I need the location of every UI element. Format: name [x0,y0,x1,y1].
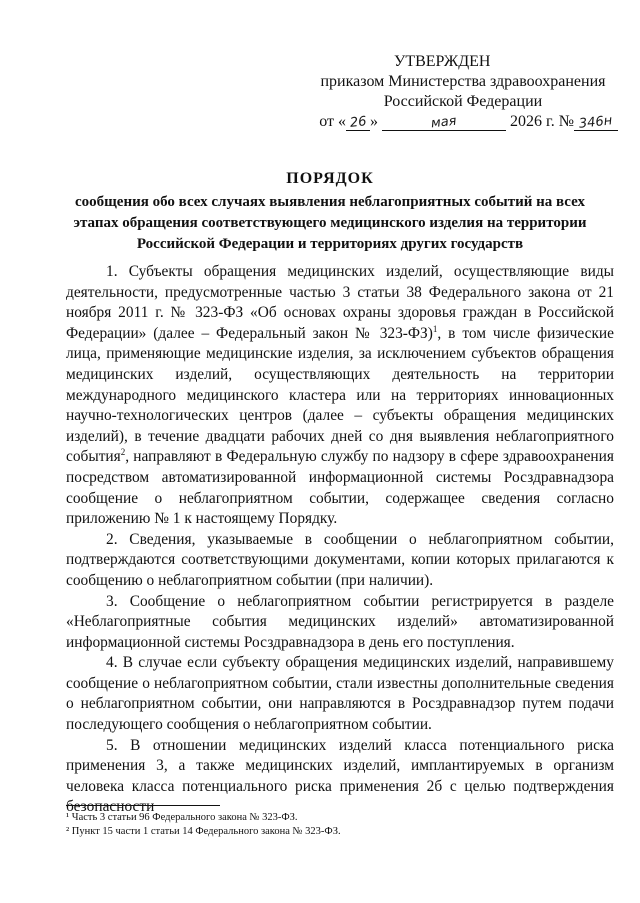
date-month-field [382,115,506,131]
approval-line-1: приказом Министерства здравоохранения [320,73,606,90]
paragraph-3: 3. Сообщение о неблагоприятном событии регистрируется в разделе «Неблагоприятные события медицинских изделий» автоматизированной информационной системы Росздравнадзора в день его поступления. [66,592,614,651]
paragraph-2: 2. Сведения, указываемые в сообщении о неблагоприятном событии, подтверждаются соответствующими документами, копии которых прилагаются к сообщению о неблагоприятном событии (при наличии). [66,530,614,589]
order-number-field [574,115,618,131]
order-number: 346н [578,113,614,132]
approval-block [308,52,618,132]
approval-heading: УТВЕРЖДЕН [394,53,491,70]
footnote-ref-1: 1 [432,323,438,334]
footnote-divider [66,805,220,806]
date-day-field [346,115,370,131]
approval-line-2: Российской Федерации [383,93,543,110]
approval-date-line [308,112,618,132]
date-mid: » [369,113,378,130]
paragraph-1-part-c: , направляют в Федеральную службу по надзору в сфере здравоохранения посредством автоматизированной информационной системы Росздравнадзора сообщение о неблагоприятном событии, содержащее сведения согласно приложению № 1 к настоящему Порядку. [66,448,614,528]
footnotes [66,811,614,839]
paragraph-5: 5. В отношении медицинских изделий класса потенциального риска применения 3, а также медицинских изделий, имплантируемых в организм человека класса потенциального риска применения 2б с целью подтверждения безопасности [66,736,614,816]
date-day: 26 [348,114,367,131]
footnote-2: ² Пункт 15 части 1 статьи 14 Федерального закона № 323-ФЗ. [66,826,341,837]
document-title: ПОРЯДОК [286,170,374,187]
footnote-ref-2: 2 [120,447,126,458]
document-body [66,262,614,818]
date-year: 2026 г. № [509,113,574,130]
document-subtitle: сообщения обо всех случаях выявления неблагоприятных событий на всех этапах обращения соответствующего медицинского изделия на территории Российской Федерации и территориях других государств [73,194,587,252]
footnote-1: ¹ Часть 3 статьи 96 Федерального закона № 323-ФЗ. [66,812,298,823]
paragraph-1 [66,262,614,530]
date-prefix: от « [319,113,346,130]
document-title-block [60,170,600,255]
paragraph-4: 4. В случае если субъекту обращения медицинских изделий, направившему сообщение о неблагоприятном событии, стали известны дополнительные сведения о неблагоприятном событии, они направляются в Росздравнадзор путем подачи последующего сообщения о неблагоприятном событии. [66,654,614,734]
paragraph-1-part-a: 1. Субъекты обращения медицинских изделий, осуществляющие виды деятельности, предусмотренные частью 3 статьи 38 Федерального закона от 21 ноября 2011 г. № 323-ФЗ «Об основах охраны здоровья граждан в Российской Федерации» (далее – Федеральный закон № 323-ФЗ) [66,263,614,342]
date-month: мая [430,113,458,132]
paragraph-1-part-b: , в том числе физические лица, применяющие медицинские изделия, за исключением субъектов обращения медицинских изделий, осуществляющих деятельность на территории международного медицинского кластера или на территориях инновационных научно-технологических центров (далее – субъекты обращения медицинских изделий), в течение двадцати рабочих дней со дня выявления неблагоприятного события [66,324,614,466]
